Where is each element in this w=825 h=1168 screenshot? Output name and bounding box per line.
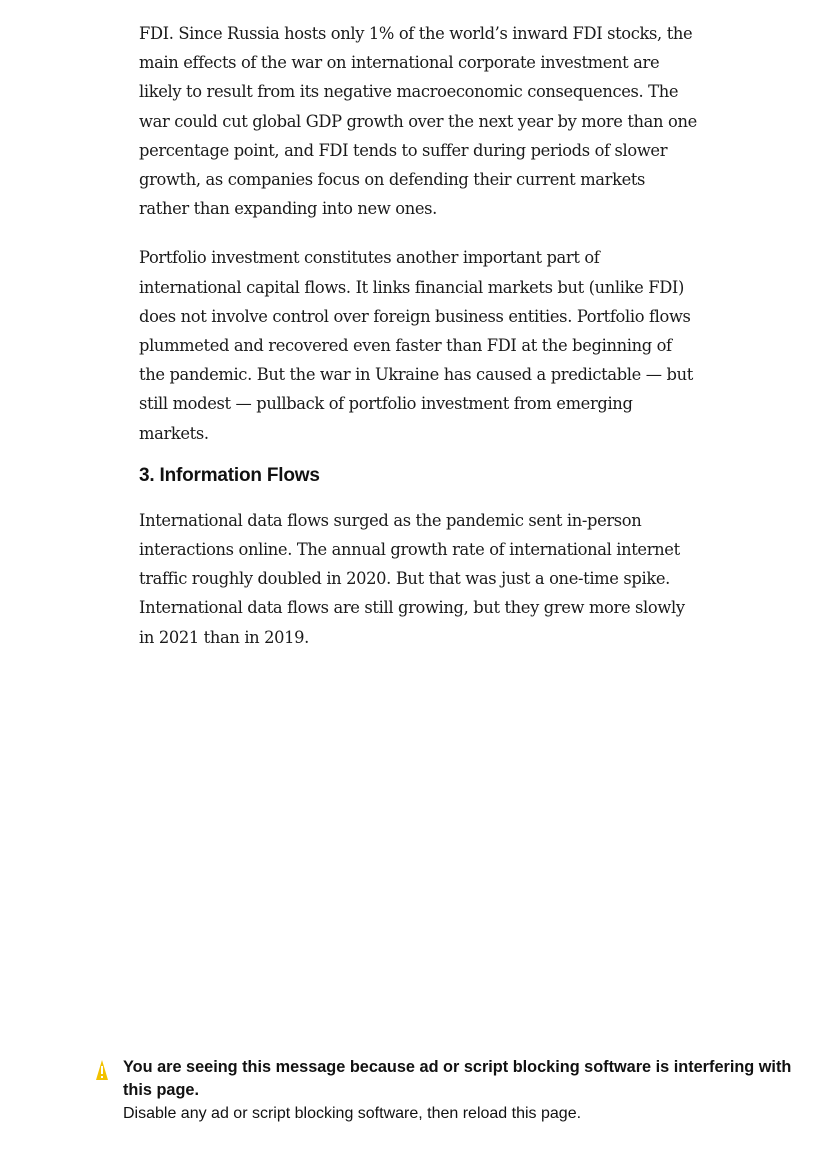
notice-subtitle: Disable any ad or script blocking software, then reload this page.: [123, 1105, 582, 1122]
notice-title: You are seeing this message because ad or script blocking software is interfering with this page.: [123, 1058, 792, 1099]
ad-block-notice: [95, 1056, 795, 1125]
notice-text: [123, 1056, 795, 1125]
article-body: [139, 19, 699, 652]
article-paragraph-fdi: FDI. Since Russia hosts only 1% of the world’s inward FDI stocks, the main effects of the war on international corporate investment are likely to result from its negative macroeconomic consequences. The war could cut global GDP growth over the next year by more than one percentage point, and FDI tends to suffer during periods of slower growth, as companies focus on defending their current markets rather than expanding into new ones.: [139, 24, 697, 219]
warning-icon: [95, 1059, 109, 1081]
section-heading-information-flows: 3. Information Flows: [139, 464, 320, 486]
article-paragraph-portfolio: Portfolio investment constitutes another important part of international capital flows. It links financial markets but (unlike FDI) does not involve control over foreign business entities. Portfolio flows plummeted and recovered even faster than FDI at the beginning of the pandemic. But the war in Ukraine has caused a predictable — but still modest — pullback of portfolio investment from emerging markets.: [139, 248, 693, 443]
article-paragraph-data-flows: International data flows surged as the pandemic sent in-person interactions online. The annual growth rate of international internet traffic roughly doubled in 2020. But that was just a one-time spike. International data flows are still growing, but they grew more slowly in 2021 than in 2019.: [139, 510, 685, 647]
